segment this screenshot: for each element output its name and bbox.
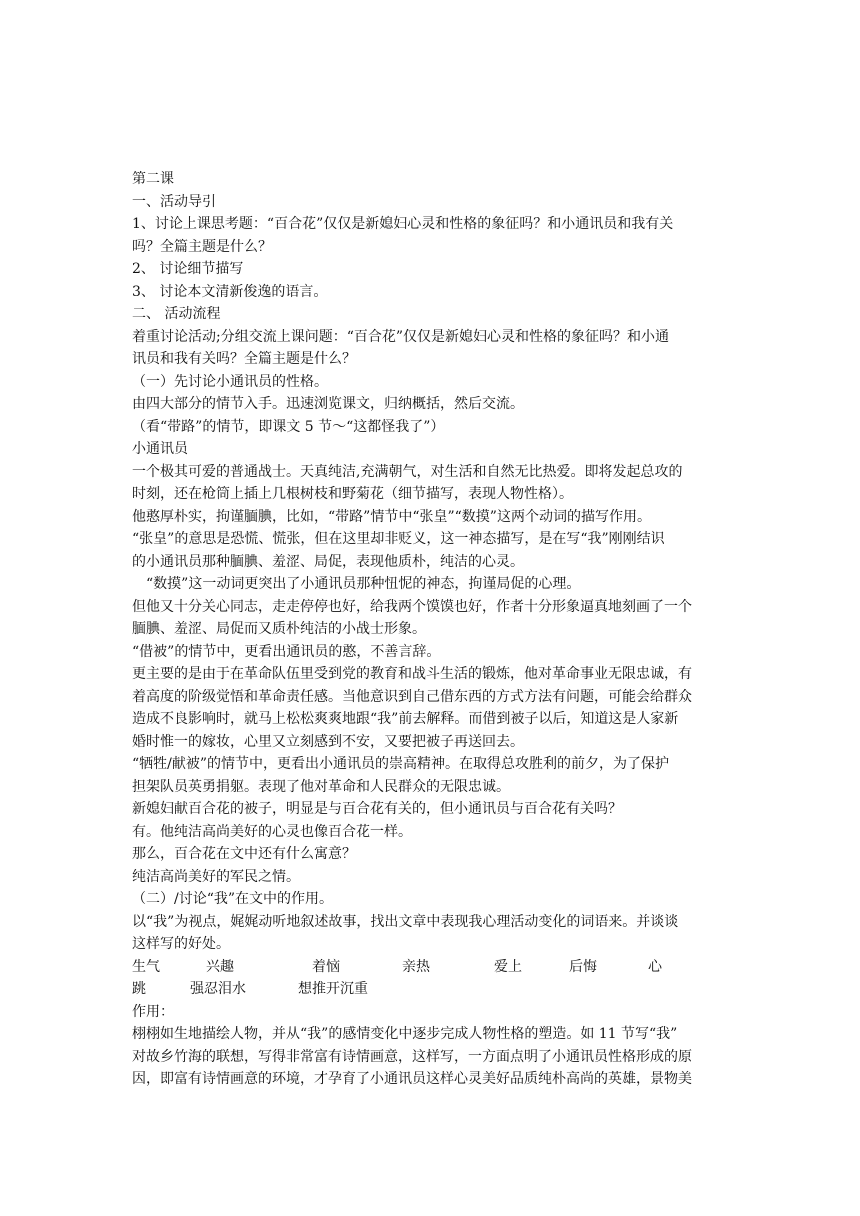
- emotion-word: 跳: [132, 981, 146, 997]
- paragraph-line: 担架队员英勇捐躯。表现了他对革命和人民群众的无限忠诚。: [132, 778, 510, 795]
- section-heading: 二、 活动流程: [132, 306, 221, 322]
- lesson-title: 第二课: [132, 171, 174, 187]
- emotion-word: 生气: [132, 958, 160, 975]
- paragraph-line: 因，即富有诗情画意的环境，才孕育了小通讯员这样心灵美好品质纯朴高尚的英雄，景物美: [132, 1071, 692, 1087]
- list-item: 2、 讨论细节描写: [132, 261, 244, 277]
- paragraph-line: “张皇”的意思是恐慌、慌张，但在这里却非贬义，这一神态描写，是在写“我”刚刚结识: [132, 531, 665, 547]
- paragraph-line: 有。他纯洁高尚美好的心灵也像百合花一样。: [132, 823, 412, 840]
- paragraph-line: “牺牲/献被”的情节中，更看出小通讯员的崇高精神。在取得总攻胜利的前夕，为了保护: [132, 756, 670, 772]
- paragraph-line: 的小通讯员那种腼腆、羞涩、局促，表现他质朴，纯洁的心灵。: [132, 553, 524, 570]
- paragraph-line: 对故乡竹海的联想，写得非常富有诗情画意，这样写，一方面点明了小通讯员性格形成的原: [132, 1048, 692, 1065]
- emotion-word: 兴趣: [206, 958, 234, 975]
- paragraph-line: 他憨厚朴实，拘谨腼腆，比如，“带路”情节中“张皇”“数摸”这两个动词的描写作用。: [132, 508, 651, 525]
- paragraph-line: 一个极其可爱的普通战士。天真纯洁,充满朝气，对生活和自然无比热爱。即将发起总攻的: [132, 463, 683, 480]
- subsection-heading: （一）先讨论小通讯员的性格。: [132, 373, 328, 390]
- document-body: [132, 168, 732, 1091]
- paragraph-line: 腼腆、羞涩、局促而又质朴纯洁的小战士形象。: [132, 621, 426, 637]
- emotion-word: 想推开沉重: [298, 981, 368, 997]
- emotion-word: 后悔: [569, 958, 597, 975]
- paragraph-line: 时刻，还在枪筒上插上几根树枝和野菊花（细节描写，表现人物性格）。: [132, 486, 573, 502]
- subsection-heading: （二）/讨论“我”在文中的作用。: [132, 891, 334, 907]
- paragraph-line: 新媳妇献百合花的被子，明显是与百合花有关的，但小通讯员与百合花有关吗？: [132, 801, 622, 817]
- paragraph-line: 栩栩如生地描绘人物，并从“我”的感情变化中逐步完成人物性格的塑造。如 11 节写“我”: [132, 1026, 678, 1042]
- emotion-word: 爱上: [494, 958, 522, 975]
- emotion-word: 强忍泪水: [190, 981, 246, 997]
- paragraph-line: 那么，百合花在文中还有什么寓意？: [132, 846, 356, 862]
- paragraph-line: 作用：: [132, 1003, 174, 1020]
- paragraph-line: 婚时惟一的嫁妆，心里又立刻感到不安，又要把被子再送回去。: [132, 733, 524, 750]
- paragraph-line: 1、讨论上课思考题：“百合花”仅仅是新媳妇心灵和性格的象征吗？和小通讯员和我有关: [132, 216, 674, 232]
- paragraph-line: 由四大部分的情节入手。迅速浏览课文，归纳概括，然后交流。: [132, 396, 524, 412]
- paragraph-line: 这样写的好处。: [132, 936, 230, 952]
- emotion-word: 亲热: [402, 958, 430, 975]
- paragraph-line: 小通讯员: [132, 441, 188, 457]
- emotion-words-row: [132, 956, 732, 979]
- paragraph-line: 讯员和我有关吗？全篇主题是什么？: [132, 351, 356, 367]
- paragraph-line: 着重讨论活动;分组交流上课问题：“百合花”仅仅是新媳妇心灵和性格的象征吗？和小通: [132, 328, 670, 345]
- paragraph-line: 但他又十分关心同志，走走停停也好，给我两个馍馍也好，作者十分形象逼真地刻画了一个: [132, 598, 692, 615]
- list-item: 3、 讨论本文清新俊逸的语言。: [132, 283, 328, 300]
- paragraph-line: 着高度的阶级觉悟和革命责任感。当他意识到自己借东西的方式方法有问题，可能会给群众: [132, 688, 692, 705]
- paragraph-line: 更主要的是由于在革命队伍里受到党的教育和战斗生活的锻炼，他对革命事业无限忠诚，有: [132, 666, 692, 682]
- emotion-word: 心: [648, 958, 662, 975]
- paragraph-line: “数摸”这一动词更突出了小通讯员那种忸怩的神态，拘谨局促的心理。: [146, 576, 581, 592]
- paragraph-line: 以“我”为视点，娓娓动听地叙述故事，找出文章中表现我心理活动变化的词语来。并谈谈: [132, 913, 679, 930]
- section-heading: 一、活动导引: [132, 193, 216, 210]
- paragraph-line: “借被”的情节中，更看出通讯员的憨，不善言辞。: [132, 643, 441, 660]
- emotion-words-row: [132, 978, 732, 1001]
- paragraph-line: 造成不良影响时，就马上松松爽爽地跟“我”前去解释。而借到被子以后，知道这是人家新: [132, 711, 679, 727]
- paragraph-line: 吗？全篇主题是什么？: [132, 238, 272, 255]
- paragraph-line: 纯洁高尚美好的军民之情。: [132, 868, 300, 885]
- emotion-word: 着恼: [312, 958, 340, 975]
- paragraph-line: （看“带路”的情节，即课文 5 节～“这都怪我了”）: [132, 418, 445, 435]
